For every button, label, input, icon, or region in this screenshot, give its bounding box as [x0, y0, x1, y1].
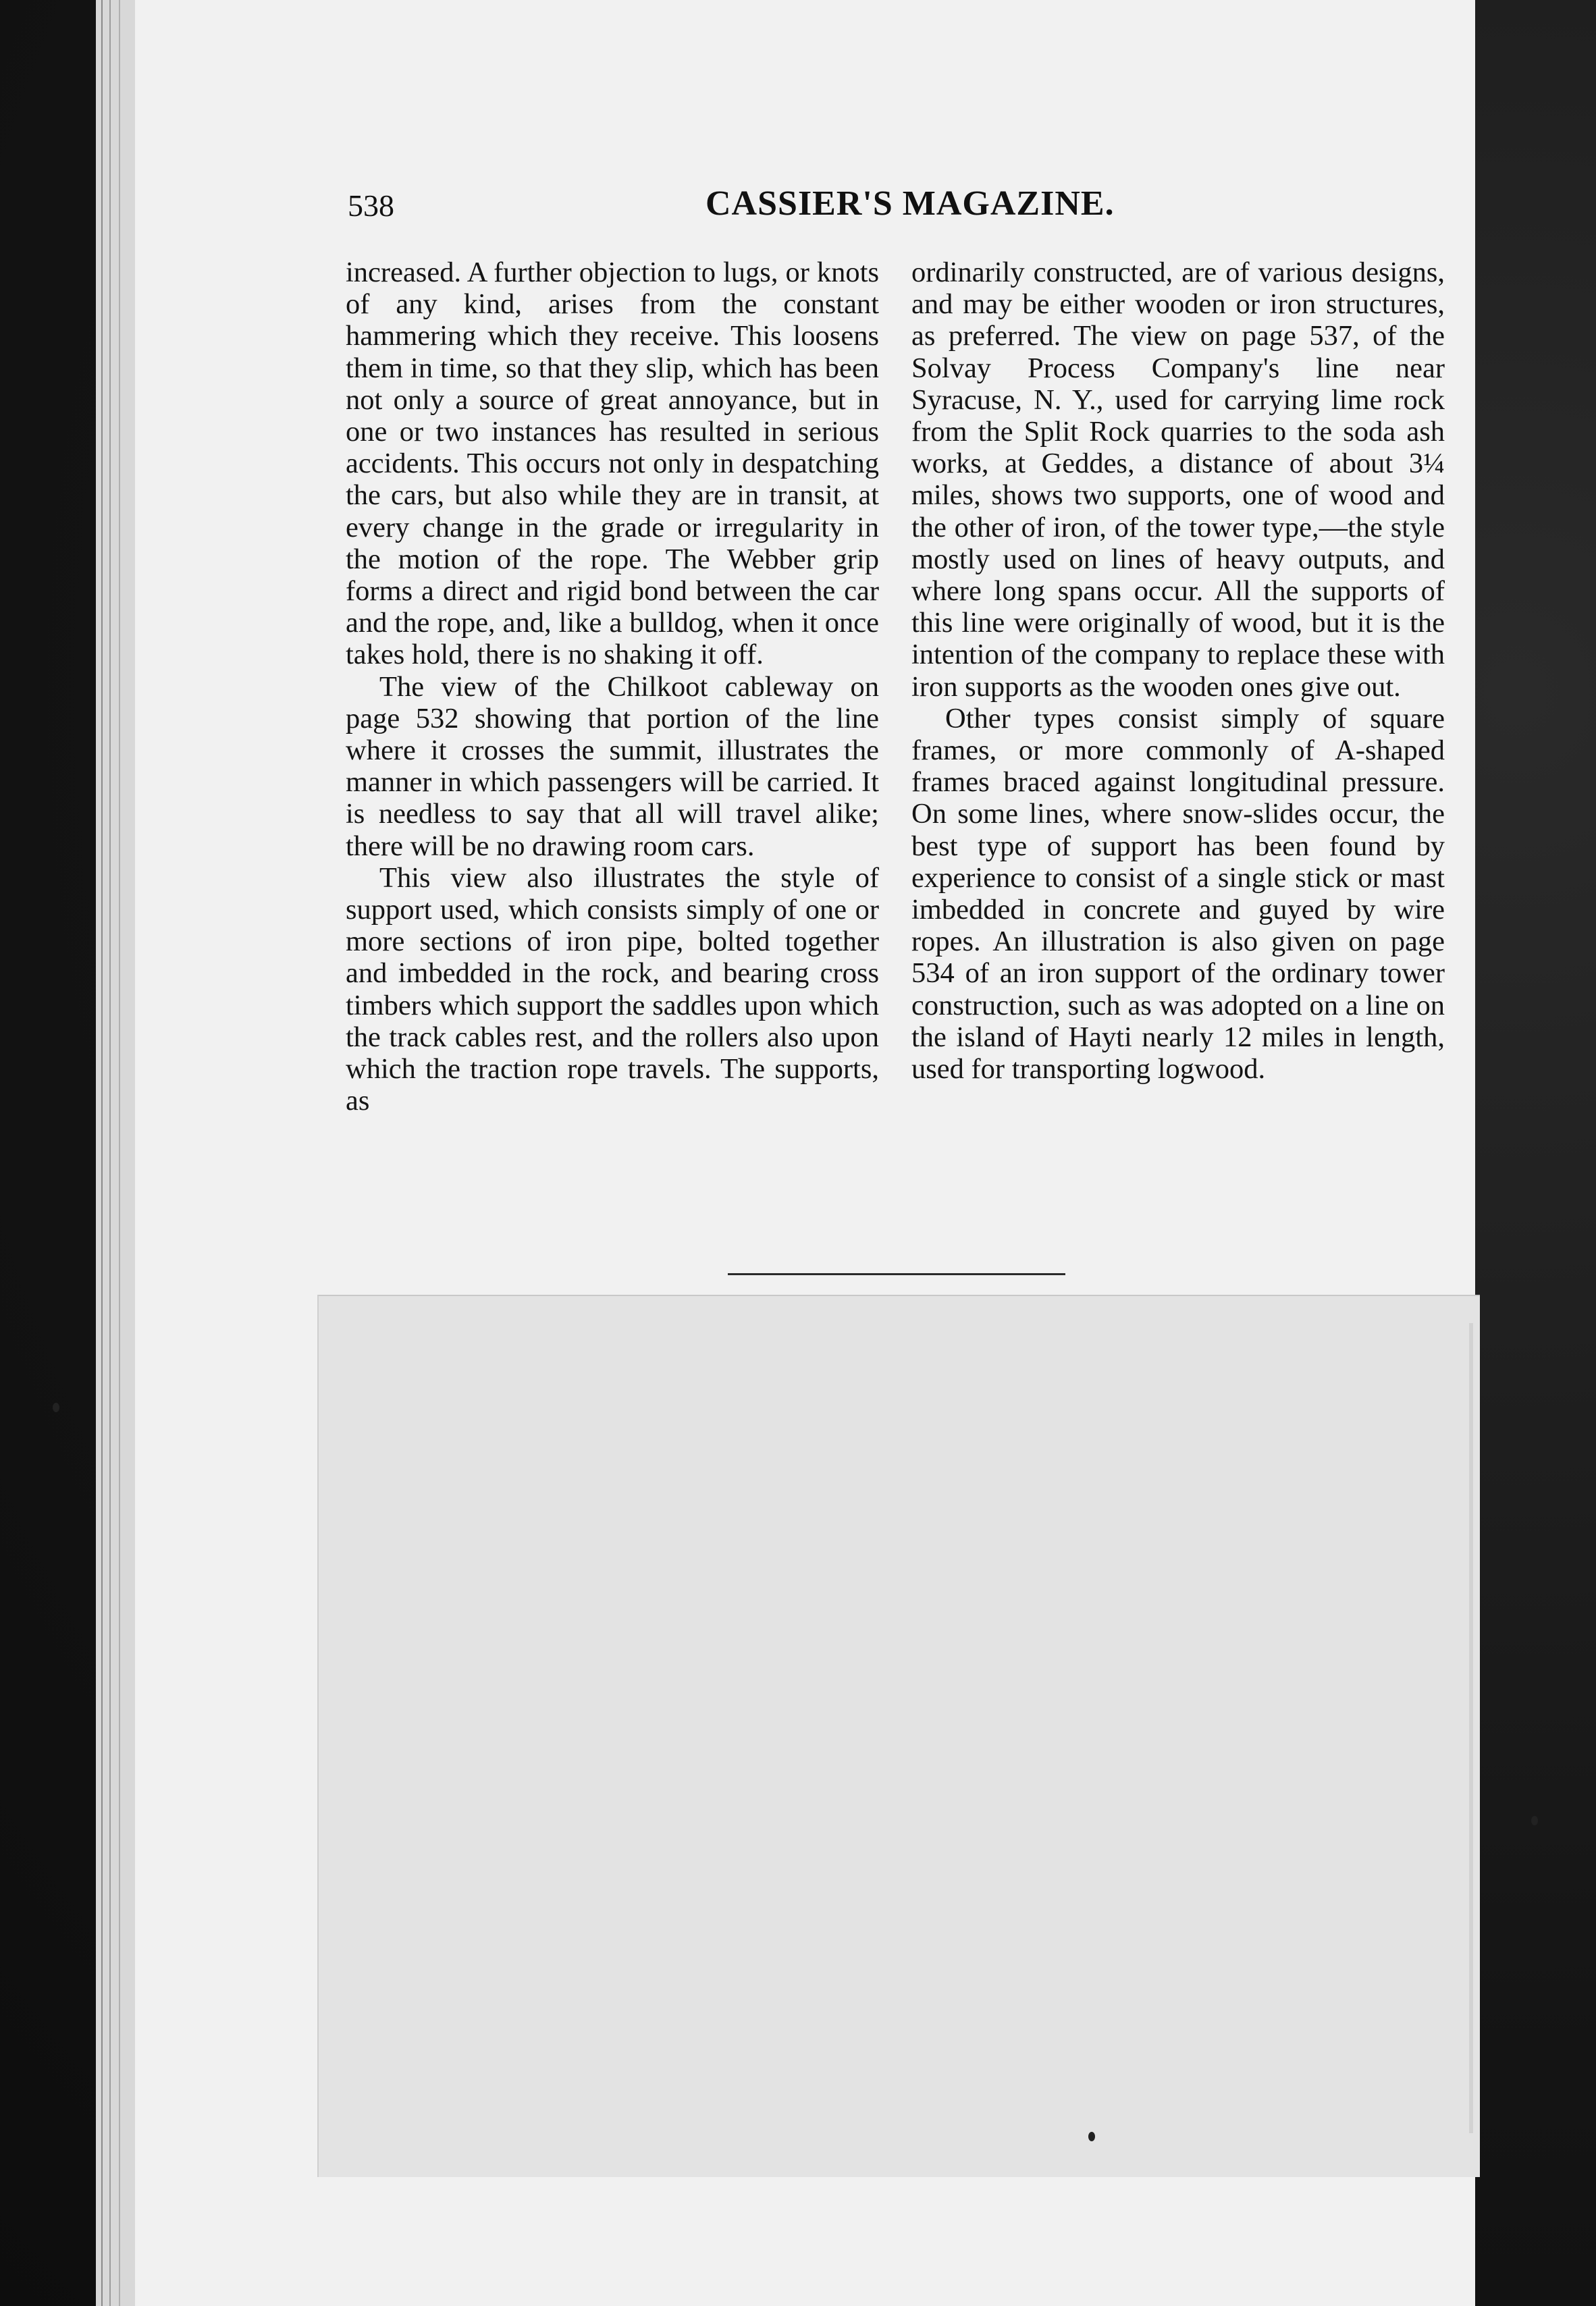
blank-plate-area — [317, 1295, 1480, 2177]
paragraph: ordinarily constructed, are of various designs, and may be either wooden or iron structures, as preferred. The view on page 537, of the Solvay Process Company's line near Syracuse, N. Y., used for carrying lime rock from the Split Rock quarries to the soda ash works, at Geddes, a distance of about 3¼ miles, shows two supports, one of wood and the other of iron, of the tower type,—the style mostly used on lines of heavy outputs, and where long spans occur. All the supports of this line were originally of wood, but it is the intention of the company to replace these with iron supports as the wooden ones give out. — [911, 257, 1445, 703]
paragraph: Other types consist simply of square frames, or more commonly of A-shaped frames braced against longitudinal pressure. On some lines, where snow-slides occur, the best type of support has been found by experience to consist of a single stick or mast imbedded in concrete and guyed by wire ropes. An illustration is also given on page 534 of an iron support of the ordinary tower construction, such as was adopted on a line on the island of Hayti nearly 12 miles in length, used for transporting logwood. — [911, 702, 1445, 1085]
journal-title: CASSIER'S MAGAZINE. — [706, 184, 1115, 223]
ink-speck — [1088, 2132, 1095, 2141]
page-edge — [101, 0, 103, 2306]
page-number: 538 — [348, 188, 394, 223]
ink-speck — [1531, 1816, 1538, 1825]
page-edge — [109, 0, 111, 2306]
paragraph: increased. A further objection to lugs, or knots of any kind, arises from the constant hammering which they receive. This loosens them in time, so that they slip, which has been not only a source of great annoyance, but in one or two instances has resulted in serious accidents. This occurs not only in despatching the cars, but also while they are in transit, at every change in the grade or irregularity in the motion of the rope. The Webber grip forms a direct and rigid bond between the car and the rope, and, like a bulldog, when it once takes hold, there is no shaking it off. — [346, 257, 879, 671]
left-column — [346, 257, 879, 1117]
ink-speck — [53, 1403, 59, 1412]
paragraph: The view of the Chilkoot cableway on page 532 showing that portion of the line where it crosses the summit, illustrates the manner in which passengers will be carried. It is needless to say that all will travel alike; there will be no drawing room cars. — [346, 670, 879, 862]
running-head — [348, 184, 1451, 228]
section-divider — [728, 1273, 1065, 1275]
right-column — [911, 257, 1445, 1085]
page-edge — [119, 0, 120, 2306]
paragraph: This view also illustrates the style of support used, which consists simply of one or more sections of iron pipe, bolted together and imbedded in the rock, and bearing cross timbers which support the saddles upon which the track cables rest, and the rollers also upon which the traction rope travels. The supports, as — [346, 861, 879, 1117]
plate-shadow — [1469, 1323, 1473, 2133]
